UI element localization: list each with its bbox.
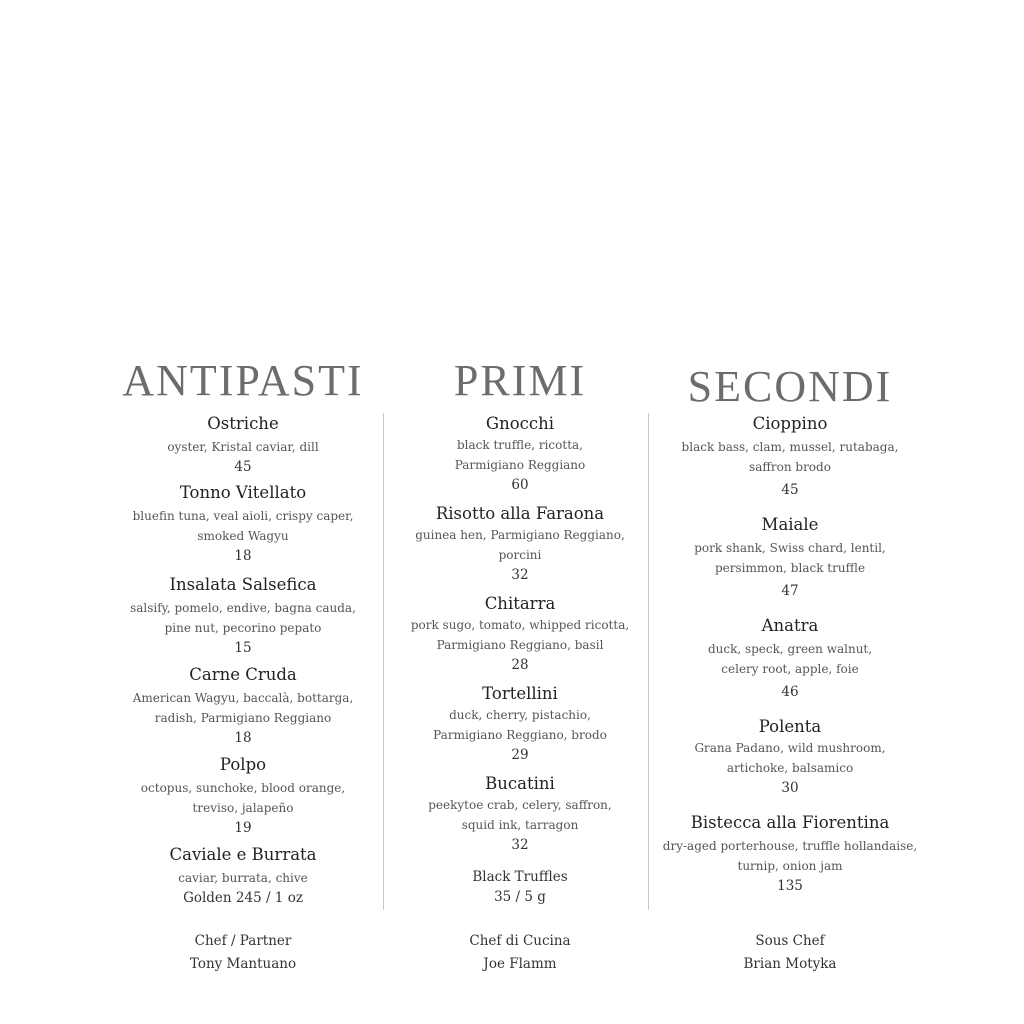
item-price: 60 <box>511 477 529 493</box>
item-desc: caviar, burrata, chive <box>178 871 308 885</box>
item-name: Insalata Salsefica <box>169 575 317 594</box>
item-name: Polenta <box>758 717 822 736</box>
menu-item <box>112 574 374 658</box>
item-desc: black truffle, ricotta, <box>457 438 583 452</box>
item-desc: salsify, pomelo, endive, bagna cauda, <box>130 601 356 615</box>
section-title: SECONDI <box>687 362 893 411</box>
chef-credit <box>420 930 620 976</box>
item-price: 18 <box>234 730 252 746</box>
item-desc: Grana Padano, wild mushroom, <box>694 741 886 755</box>
item-desc: radish, Parmigiano Reggiano <box>154 711 332 725</box>
item-price: 32 <box>511 837 529 853</box>
item-desc: smoked Wagyu <box>197 529 289 543</box>
item-price: 135 <box>777 878 803 894</box>
item-desc: saffron brodo <box>749 460 831 474</box>
column-divider <box>648 413 649 910</box>
antipasti-column <box>112 355 374 908</box>
item-price: 46 <box>781 684 799 700</box>
item-name: Polpo <box>219 755 267 774</box>
menu-item <box>395 773 645 855</box>
item-price: 45 <box>781 482 799 498</box>
item-desc: duck, speck, green walnut, <box>707 642 873 656</box>
item-desc: octopus, sunchoke, blood orange, <box>140 781 346 795</box>
item-desc: celery root, apple, foie <box>721 662 859 676</box>
item-name: Carne Cruda <box>189 665 297 684</box>
item-price: 35 / 5 g <box>494 889 546 905</box>
chef-name: Tony Mantuano <box>189 956 297 972</box>
item-desc: squid ink, tarragon <box>461 818 579 832</box>
column-divider <box>383 413 384 910</box>
item-name: Caviale e Burrata <box>169 845 317 864</box>
item-desc: duck, cherry, pistachio, <box>449 708 591 722</box>
section-title: ANTIPASTI <box>122 356 364 405</box>
item-price: 45 <box>234 459 252 475</box>
menu-item <box>112 844 374 908</box>
item-name: Cioppino <box>752 414 828 433</box>
item-price: 28 <box>511 657 529 673</box>
menu-item <box>112 482 374 566</box>
item-name: Risotto alla Faraona <box>435 504 605 523</box>
item-desc: black bass, clam, mussel, rutabaga, <box>681 440 899 454</box>
item-desc: guinea hen, Parmigiano Reggiano, <box>415 528 625 542</box>
menu-item <box>395 413 645 495</box>
chef-name: Brian Motyka <box>743 956 837 972</box>
item-price: 19 <box>234 820 252 836</box>
primi-column <box>395 355 645 907</box>
item-name: Bucatini <box>485 774 555 793</box>
item-desc: Parmigiano Reggiano <box>454 458 586 472</box>
item-price: 15 <box>234 640 252 656</box>
menu-item <box>112 754 374 838</box>
chef-credit <box>143 930 343 976</box>
item-desc: peekytoe crab, celery, saffron, <box>428 798 612 812</box>
menu-item <box>660 615 920 702</box>
item-price: Golden 245 / 1 oz <box>183 890 303 906</box>
item-name: Ostriche <box>207 414 279 433</box>
item-name: Black Truffles <box>472 869 568 885</box>
item-desc: pine nut, pecorino pepato <box>164 621 322 635</box>
item-name: Tonno Vitellato <box>179 483 307 502</box>
menu-item <box>660 716 920 798</box>
menu-item <box>112 664 374 748</box>
item-desc: persimmon, black truffle <box>714 561 866 575</box>
item-name: Tortellini <box>482 684 558 703</box>
chef-role: Chef di Cucina <box>469 933 571 949</box>
item-desc: pork shank, Swiss chard, lentil, <box>694 541 886 555</box>
menu-item <box>395 593 645 675</box>
item-name: Gnocchi <box>485 414 555 433</box>
menu-item <box>112 413 374 477</box>
menu-item <box>395 683 645 765</box>
menu-item <box>395 867 645 907</box>
item-desc: dry-aged porterhouse, truffle hollandaise, <box>662 839 918 853</box>
menu-item <box>660 812 920 896</box>
item-desc: pork sugo, tomato, whipped ricotta, <box>410 618 630 632</box>
item-desc: Parmigiano Reggiano, basil <box>436 638 604 652</box>
menu-item <box>660 514 920 601</box>
item-price: 32 <box>511 567 529 583</box>
item-price: 30 <box>781 780 799 796</box>
section-title: PRIMI <box>453 356 587 405</box>
item-price: 29 <box>511 747 529 763</box>
item-name: Anatra <box>761 616 819 635</box>
item-desc: bluefin tuna, veal aioli, crispy caper, <box>132 509 354 523</box>
secondi-column <box>660 355 920 896</box>
item-desc: Parmigiano Reggiano, brodo <box>433 728 607 742</box>
item-desc: porcini <box>498 548 542 562</box>
item-name: Maiale <box>761 515 819 534</box>
chef-role: Sous Chef <box>755 933 825 949</box>
item-desc: turnip, onion jam <box>737 859 843 873</box>
chef-credit <box>690 930 890 976</box>
item-price: 47 <box>781 583 799 599</box>
item-name: Chitarra <box>484 594 556 613</box>
item-desc: American Wagyu, baccalà, bottarga, <box>132 691 354 705</box>
menu-item <box>395 503 645 585</box>
menu-item <box>660 413 920 500</box>
item-name: Bistecca alla Fiorentina <box>690 813 890 832</box>
item-desc: oyster, Kristal caviar, dill <box>167 440 319 454</box>
chef-role: Chef / Partner <box>194 933 292 949</box>
item-desc: treviso, jalapeño <box>192 801 294 815</box>
item-price: 18 <box>234 548 252 564</box>
item-desc: artichoke, balsamico <box>726 761 854 775</box>
chef-name: Joe Flamm <box>483 956 557 972</box>
